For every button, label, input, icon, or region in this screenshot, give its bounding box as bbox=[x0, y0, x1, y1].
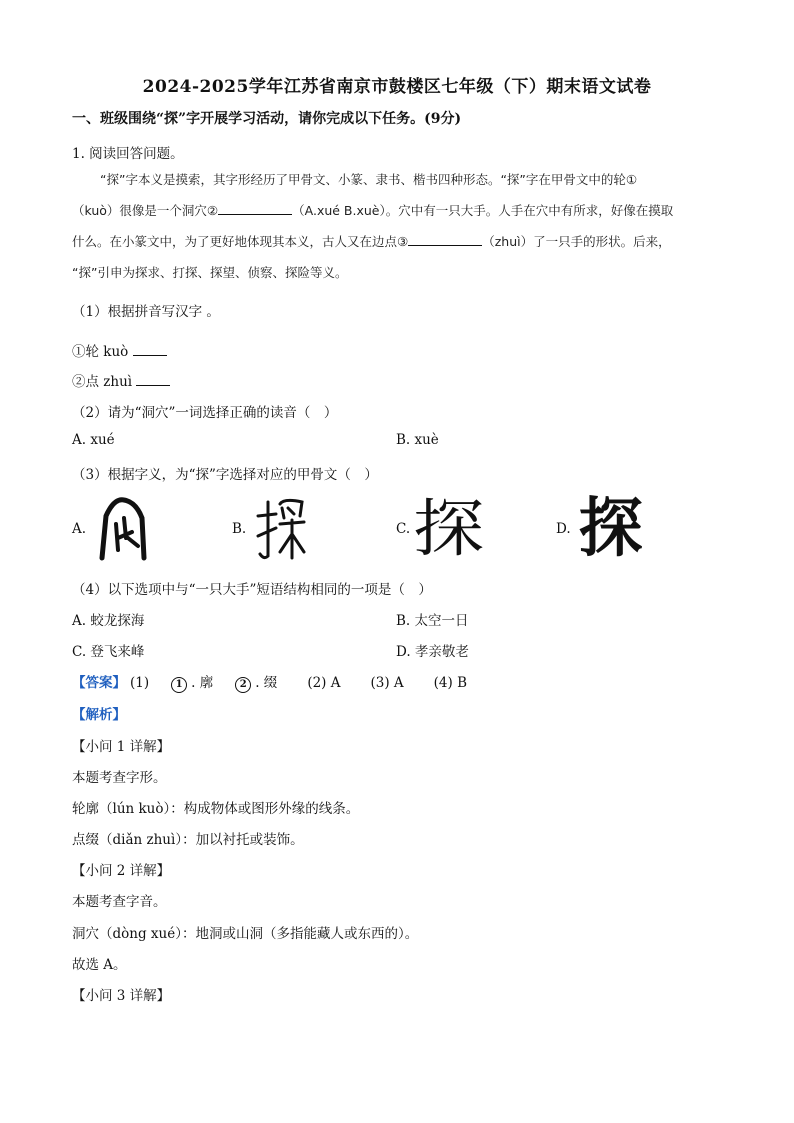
answer-blank[interactable] bbox=[133, 343, 167, 356]
sub-question-1: （1）根据拼音写汉字 。 bbox=[72, 304, 220, 320]
reading-passage bbox=[72, 164, 722, 288]
sub-question-3: （3）根据字义，为“探”字选择对应的甲骨文（ ） bbox=[72, 467, 378, 483]
answer-blank[interactable] bbox=[136, 373, 170, 386]
detail-text: 本题考查字形。 bbox=[72, 770, 167, 786]
option-label: B. bbox=[232, 521, 247, 537]
circled-number: 1 bbox=[171, 677, 187, 693]
question-intro: 1. 阅读回答问题。 bbox=[72, 146, 184, 162]
passage-text: （A.xué B.xuè）。穴中有一只大手。人手在穴中有所求，好像在摸取 bbox=[292, 203, 674, 218]
answer-part: . 缀 bbox=[255, 675, 278, 691]
option-label: A. bbox=[72, 521, 87, 537]
option-label: D. bbox=[556, 521, 571, 537]
glyph-option-a[interactable] bbox=[72, 494, 150, 564]
option-b[interactable]: B. xuè bbox=[396, 432, 439, 448]
sub-question-2: （2）请为“洞穴”一词选择正确的读音（ ） bbox=[72, 405, 338, 421]
glyph-option-d[interactable] bbox=[556, 494, 643, 564]
seal-script-glyph-icon bbox=[254, 494, 310, 564]
page-title: 2024-2025学年江苏省南京市鼓楼区七年级（下）期末语文试卷 bbox=[142, 77, 652, 97]
answer-tag: 【答案】 bbox=[72, 675, 126, 691]
sub-question-4: （4）以下选项中与“一只大手”短语结构相同的一项是（ ） bbox=[72, 582, 432, 598]
sub-question-1-item bbox=[72, 370, 170, 390]
circled-number: 2 bbox=[235, 677, 251, 693]
passage-line bbox=[72, 195, 722, 226]
glyph-option-c[interactable] bbox=[396, 492, 490, 565]
passage-text: （zhuì）了一只手的形状。后来， bbox=[482, 234, 671, 249]
option-c[interactable]: C. 登飞来峰 bbox=[72, 644, 145, 660]
detail-text: 故选 A。 bbox=[72, 957, 127, 973]
clerical-script-glyph: 探 bbox=[413, 492, 490, 565]
passage-text: 什么。在小篆文中，为了更好地体现其本义，古人又在边点③ bbox=[72, 234, 409, 249]
section-heading: 一、班级围绕“探”字开展学习活动，请你完成以下任务。(9分) bbox=[72, 111, 462, 127]
detail-text: 轮廓（lún kuò）：构成物体或图形外缘的线条。 bbox=[72, 801, 360, 817]
answer-part: (1) bbox=[130, 675, 150, 691]
passage-text: （kuò）很像是一个洞穴② bbox=[72, 203, 219, 218]
option-a[interactable]: A. xué bbox=[72, 432, 115, 448]
item-text: ①轮 kuò bbox=[72, 344, 129, 360]
answer-blank[interactable] bbox=[408, 231, 482, 246]
answer-part: (4) B bbox=[433, 675, 467, 691]
passage-line: “探”字本义是摸索，其字形经历了甲骨文、小篆、隶书、楷书四种形态。“探”字在甲骨文中的轮① bbox=[100, 172, 638, 187]
detail-heading: 【小问 1 详解】 bbox=[72, 739, 171, 755]
detail-heading: 【小问 2 详解】 bbox=[72, 863, 171, 879]
analysis-tag: 【解析】 bbox=[72, 707, 126, 723]
detail-text: 点缀（diǎn zhuì）：加以衬托或装饰。 bbox=[72, 832, 304, 848]
passage-line bbox=[72, 226, 722, 257]
option-a[interactable]: A. 蛟龙探海 bbox=[72, 613, 145, 629]
answer-row bbox=[72, 671, 471, 693]
oracle-bone-glyph-icon bbox=[94, 494, 150, 564]
option-b[interactable]: B. 太空一日 bbox=[396, 613, 469, 629]
answer-blank[interactable] bbox=[218, 200, 292, 215]
option-d[interactable]: D. 孝亲敬老 bbox=[396, 644, 469, 660]
glyph-option-b[interactable] bbox=[232, 494, 310, 564]
detail-text: 洞穴（dòng xué）：地洞或山洞（多指能藏人或东西的）。 bbox=[72, 926, 419, 942]
option-label: C. bbox=[396, 521, 411, 537]
answer-part: (2) A bbox=[307, 675, 341, 691]
sub-question-1-item bbox=[72, 340, 167, 360]
passage-line: “探”引申为探求、打探、探望、侦察、探险等义。 bbox=[72, 265, 348, 280]
answer-part: (3) A bbox=[370, 675, 404, 691]
regular-script-glyph: 探 bbox=[578, 492, 643, 566]
detail-text: 本题考查字音。 bbox=[72, 894, 167, 910]
item-text: ②点 zhuì bbox=[72, 374, 133, 390]
detail-heading: 【小问 3 详解】 bbox=[72, 988, 171, 1004]
answer-part: . 廓 bbox=[191, 675, 214, 691]
